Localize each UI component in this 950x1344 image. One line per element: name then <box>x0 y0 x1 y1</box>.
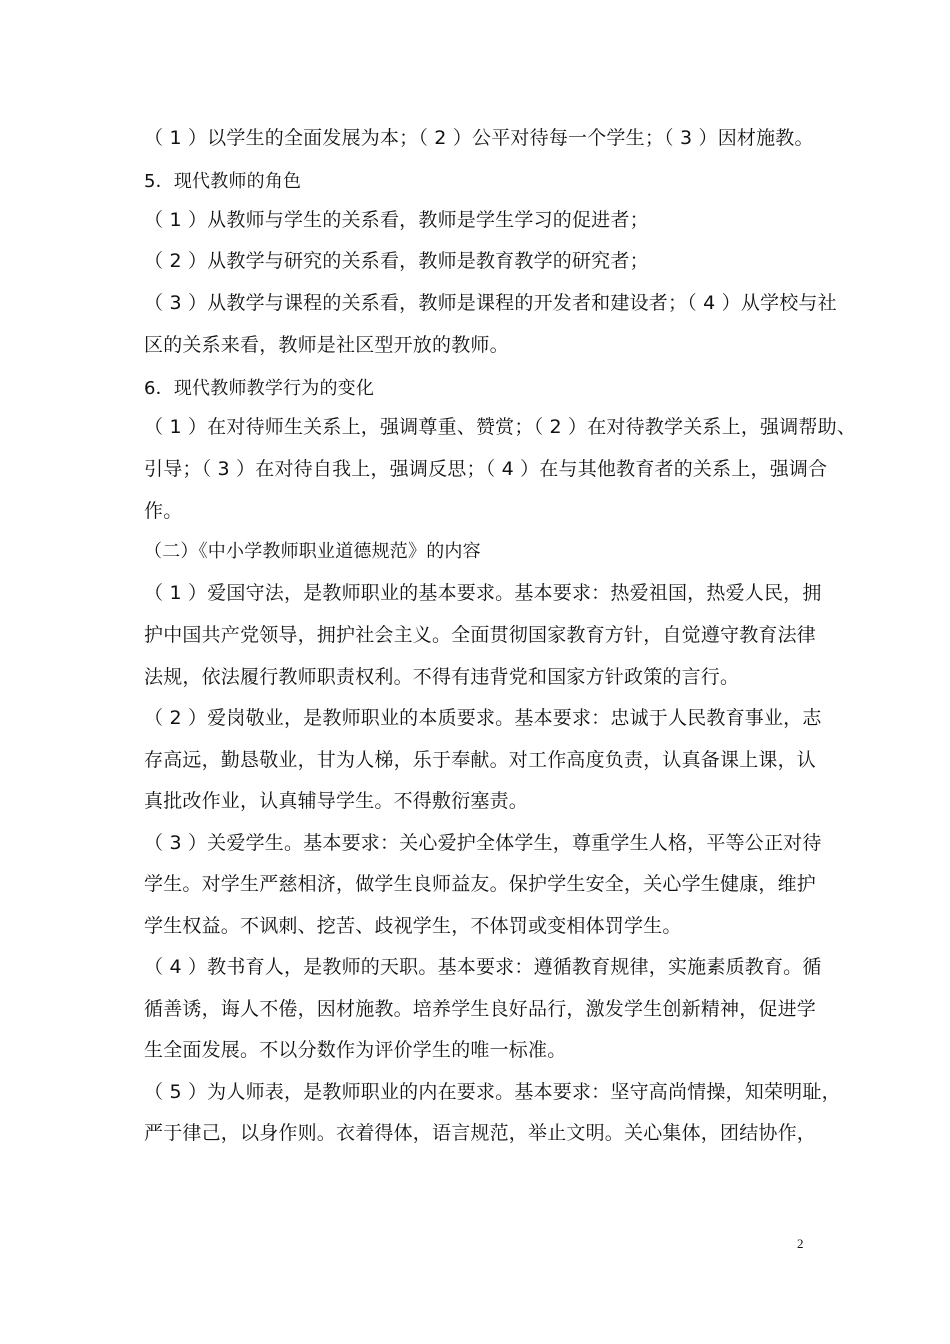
text-line: （ 5 ）为人师表，是教师职业的内在要求。基本要求：坚守高尚情操，知荣明耻， <box>144 1081 841 1103</box>
text-line: 学生权益。不讽刺、挖苦、歧视学生，不体罚或变相体罚学生。 <box>144 915 682 937</box>
text-line: 循善诱，诲人不倦，因材施教。培养学生良好品行，激发学生创新精神，促进学 <box>144 998 817 1020</box>
text-line: 法规，依法履行教师职责权利。不得有违背党和国家方针政策的言行。 <box>144 666 740 688</box>
text-line: （ 2 ）从教学与研究的关系看，教师是教育教学的研究者； <box>144 250 649 272</box>
text-line: （ 2 ）爱岗敬业，是教师职业的本质要求。基本要求：忠诚于人民教育事业，志 <box>144 707 822 729</box>
text-line: （ 1 ）以学生的全面发展为本；（ 2 ）公平对待每一个学生；（ 3 ）因材施教。 <box>144 127 814 149</box>
text-line: 学生。对学生严慈相济，做学生良师益友。保护学生安全，关心学生健康，维护 <box>144 873 817 895</box>
section-heading: 6．现代教师教学行为的变化 <box>144 378 375 399</box>
text-line: 引导；（ 3 ）在对待自我上，强调反思；（ 4 ）在与其他教育者的关系上，强调合 <box>144 458 828 480</box>
text-line: （ 1 ）爱国守法，是教师职业的基本要求。基本要求：热爱祖国，热爱人民，拥 <box>144 582 822 604</box>
page-number: 2 <box>797 1236 804 1251</box>
text-line: （ 3 ）从教学与课程的关系看，教师是课程的开发者和建设者；（ 4 ）从学校与社 <box>144 292 837 314</box>
text-line: 护中国共产党领导，拥护社会主义。全面贯彻国家教育方针，自觉遵守教育法律 <box>144 624 817 646</box>
text-line: 作。 <box>144 500 183 522</box>
text-line: 区的关系来看，教师是社区型开放的教师。 <box>144 334 509 356</box>
text-line: 严于律己，以身作则。衣着得体，语言规范，举止文明。关心集体，团结协作， <box>144 1122 817 1144</box>
text-line: 存高远，勤恳敬业，甘为人梯，乐于奉献。对工作高度负责，认真备课上课，认 <box>144 749 817 771</box>
text-line: 真批改作业，认真辅导学生。不得敷衍塞责。 <box>144 790 529 812</box>
section-heading: （二）《中小学教师职业道德规范》的内容 <box>144 541 481 562</box>
section-heading: 5．现代教师的角色 <box>144 171 302 192</box>
text-line: （ 1 ）在对待师生关系上，强调尊重、赞赏；（ 2 ）在对待教学关系上，强调帮助、 <box>144 416 857 438</box>
text-line: （ 1 ）从教师与学生的关系看，教师是学生学习的促进者； <box>144 209 649 231</box>
text-line: （ 3 ）关爱学生。基本要求：关心爱护全体学生，尊重学生人格，平等公正对待 <box>144 832 822 854</box>
text-line: 生全面发展。不以分数作为评价学生的唯一标准。 <box>144 1039 567 1061</box>
text-line: （ 4 ）教书育人，是教师的天职。基本要求：遵循教育规律，实施素质教育。循 <box>144 956 822 978</box>
